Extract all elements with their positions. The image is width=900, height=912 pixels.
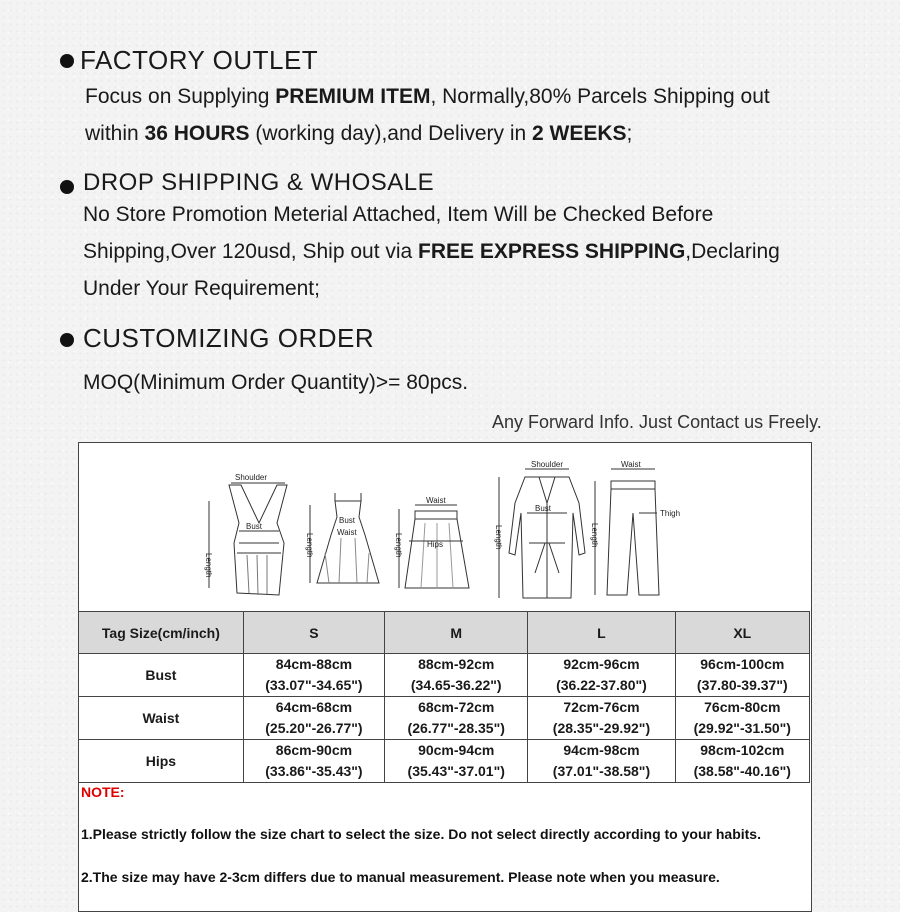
size-table-header <box>79 612 810 654</box>
text-run: (working day),and Delivery in <box>249 122 533 145</box>
label-hips: Hips <box>427 540 444 549</box>
size-cell <box>243 697 384 740</box>
table-row <box>79 697 810 740</box>
inch-value: (34.65-36.22") <box>410 677 502 693</box>
bullet-dot <box>60 333 74 347</box>
inch-value: (26.77"-28.35") <box>407 720 505 736</box>
table-row <box>79 740 810 783</box>
size-table <box>78 611 810 783</box>
text-run: Shipping,Over 120usd, Ship out via <box>83 240 419 263</box>
text-run: Focus on Supplying <box>85 85 276 108</box>
inch-value: (25.20"-26.77") <box>265 720 363 736</box>
cm-value: 90cm-94cm <box>418 742 495 758</box>
text-line <box>83 196 780 233</box>
row-label: Hips <box>79 740 244 783</box>
section-text-drop-shipping <box>83 196 780 307</box>
header-cell: M <box>385 612 528 654</box>
text-run: within <box>85 122 145 145</box>
text-run: MOQ(Minimum Order Quantity)>= 80pcs. <box>83 371 469 394</box>
size-cell <box>675 654 809 697</box>
cm-value: 98cm-102cm <box>700 742 785 758</box>
text-run: No Store Promotion Meterial Attached, Item Will be Checked Before <box>83 203 714 226</box>
label-bust: Bust <box>535 504 552 513</box>
label-length: Length <box>305 533 314 558</box>
text-run: , Normally,80% Parcels Shipping out <box>430 85 770 108</box>
text-run: Under Your Requirement; <box>83 277 320 300</box>
size-cell <box>675 740 809 783</box>
dress-icon <box>305 493 379 583</box>
cm-value: 68cm-72cm <box>418 699 495 715</box>
label-shoulder: Shoulder <box>531 460 564 469</box>
row-label: Waist <box>79 697 244 740</box>
size-cell <box>385 697 528 740</box>
text-run: ,Declaring <box>685 240 780 263</box>
bullet-dot <box>60 54 74 68</box>
section-heading-factory-outlet: FACTORY OUTLET <box>80 45 319 75</box>
inch-value: (28.35"-29.92") <box>552 720 651 736</box>
text-line <box>83 270 780 307</box>
inch-value: (36.22-37.80") <box>556 677 647 693</box>
header-cell: S <box>243 612 384 654</box>
section-heading-customizing-order: CUSTOMIZING ORDER <box>83 323 375 353</box>
size-cell <box>528 697 675 740</box>
table-row <box>79 654 810 697</box>
inch-value: (33.86"-35.43") <box>265 763 363 779</box>
inch-value: (37.01"-38.58") <box>552 763 651 779</box>
cm-value: 96cm-100cm <box>700 656 785 672</box>
inch-value: (37.80-39.37") <box>696 677 788 693</box>
cm-value: 88cm-92cm <box>418 656 495 672</box>
inch-value: (29.92"-31.50") <box>693 720 791 736</box>
note-line-1: 1.Please strictly follow the size chart to select the size. Do not select directly according to your habits. <box>81 826 761 842</box>
label-waist: Waist <box>426 496 446 505</box>
emphasis-text: 2 WEEKS <box>532 122 627 145</box>
cm-value: 76cm-80cm <box>704 699 781 715</box>
contact-text: Any Forward Info. Just Contact us Freely. <box>492 412 822 432</box>
size-cell <box>528 654 675 697</box>
label-bust: Bust <box>246 522 263 531</box>
header-cell: XL <box>675 612 809 654</box>
size-cell <box>385 740 528 783</box>
label-length: Length <box>394 533 403 558</box>
section-heading-drop-shipping: DROP SHIPPING & WHOSALE <box>83 169 435 196</box>
garment-illustrations-svg <box>79 443 811 611</box>
pants-icon <box>590 460 680 595</box>
inch-value: (33.07"-34.65") <box>265 677 363 693</box>
note-line-2: 2.The size may have 2-3cm differs due to manual measurement. Please note when you measure. <box>81 869 720 885</box>
cm-value: 64cm-68cm <box>275 699 353 715</box>
emphasis-text: PREMIUM ITEM <box>275 85 431 108</box>
size-cell <box>243 654 384 697</box>
text-line <box>85 78 770 115</box>
label-bust: Bust <box>339 516 356 525</box>
label-waist: Waist <box>337 528 357 537</box>
section-text-customizing-order <box>83 364 468 401</box>
section-text-factory-outlet <box>85 78 770 152</box>
label-thigh: Thigh <box>660 509 681 518</box>
inch-value: (38.58"-40.16") <box>693 763 791 779</box>
emphasis-text: FREE EXPRESS SHIPPING <box>418 240 686 263</box>
size-chart-panel <box>78 442 812 912</box>
cm-value: 72cm-76cm <box>563 699 640 715</box>
inch-value: (35.43"-37.01") <box>407 763 505 779</box>
cm-value: 86cm-90cm <box>275 742 353 758</box>
skirt-icon <box>394 496 469 588</box>
header-cell: Tag Size(cm/inch) <box>79 612 244 654</box>
size-cell <box>243 740 384 783</box>
text-line <box>85 115 770 152</box>
size-cell <box>528 740 675 783</box>
bullet-dot <box>60 180 74 194</box>
text-run: ; <box>626 122 633 145</box>
header-cell: L <box>528 612 675 654</box>
coat-icon <box>494 460 585 598</box>
text-line <box>83 364 468 401</box>
label-length: Length <box>494 525 503 550</box>
size-cell <box>675 697 809 740</box>
cm-value: 94cm-98cm <box>563 742 640 758</box>
label-length: Length <box>204 553 213 578</box>
note-label: NOTE: <box>81 784 125 800</box>
cm-value: 92cm-96cm <box>563 656 640 672</box>
size-cell <box>385 654 528 697</box>
label-waist: Waist <box>621 460 641 469</box>
label-shoulder: Shoulder <box>235 473 268 482</box>
emphasis-text: 36 HOURS <box>144 122 250 145</box>
cm-value: 84cm-88cm <box>275 656 353 672</box>
tank-top-icon <box>204 473 287 595</box>
text-line <box>83 233 780 270</box>
row-label: Bust <box>79 654 244 697</box>
label-length: Length <box>590 523 599 548</box>
garment-illustrations <box>79 443 811 611</box>
